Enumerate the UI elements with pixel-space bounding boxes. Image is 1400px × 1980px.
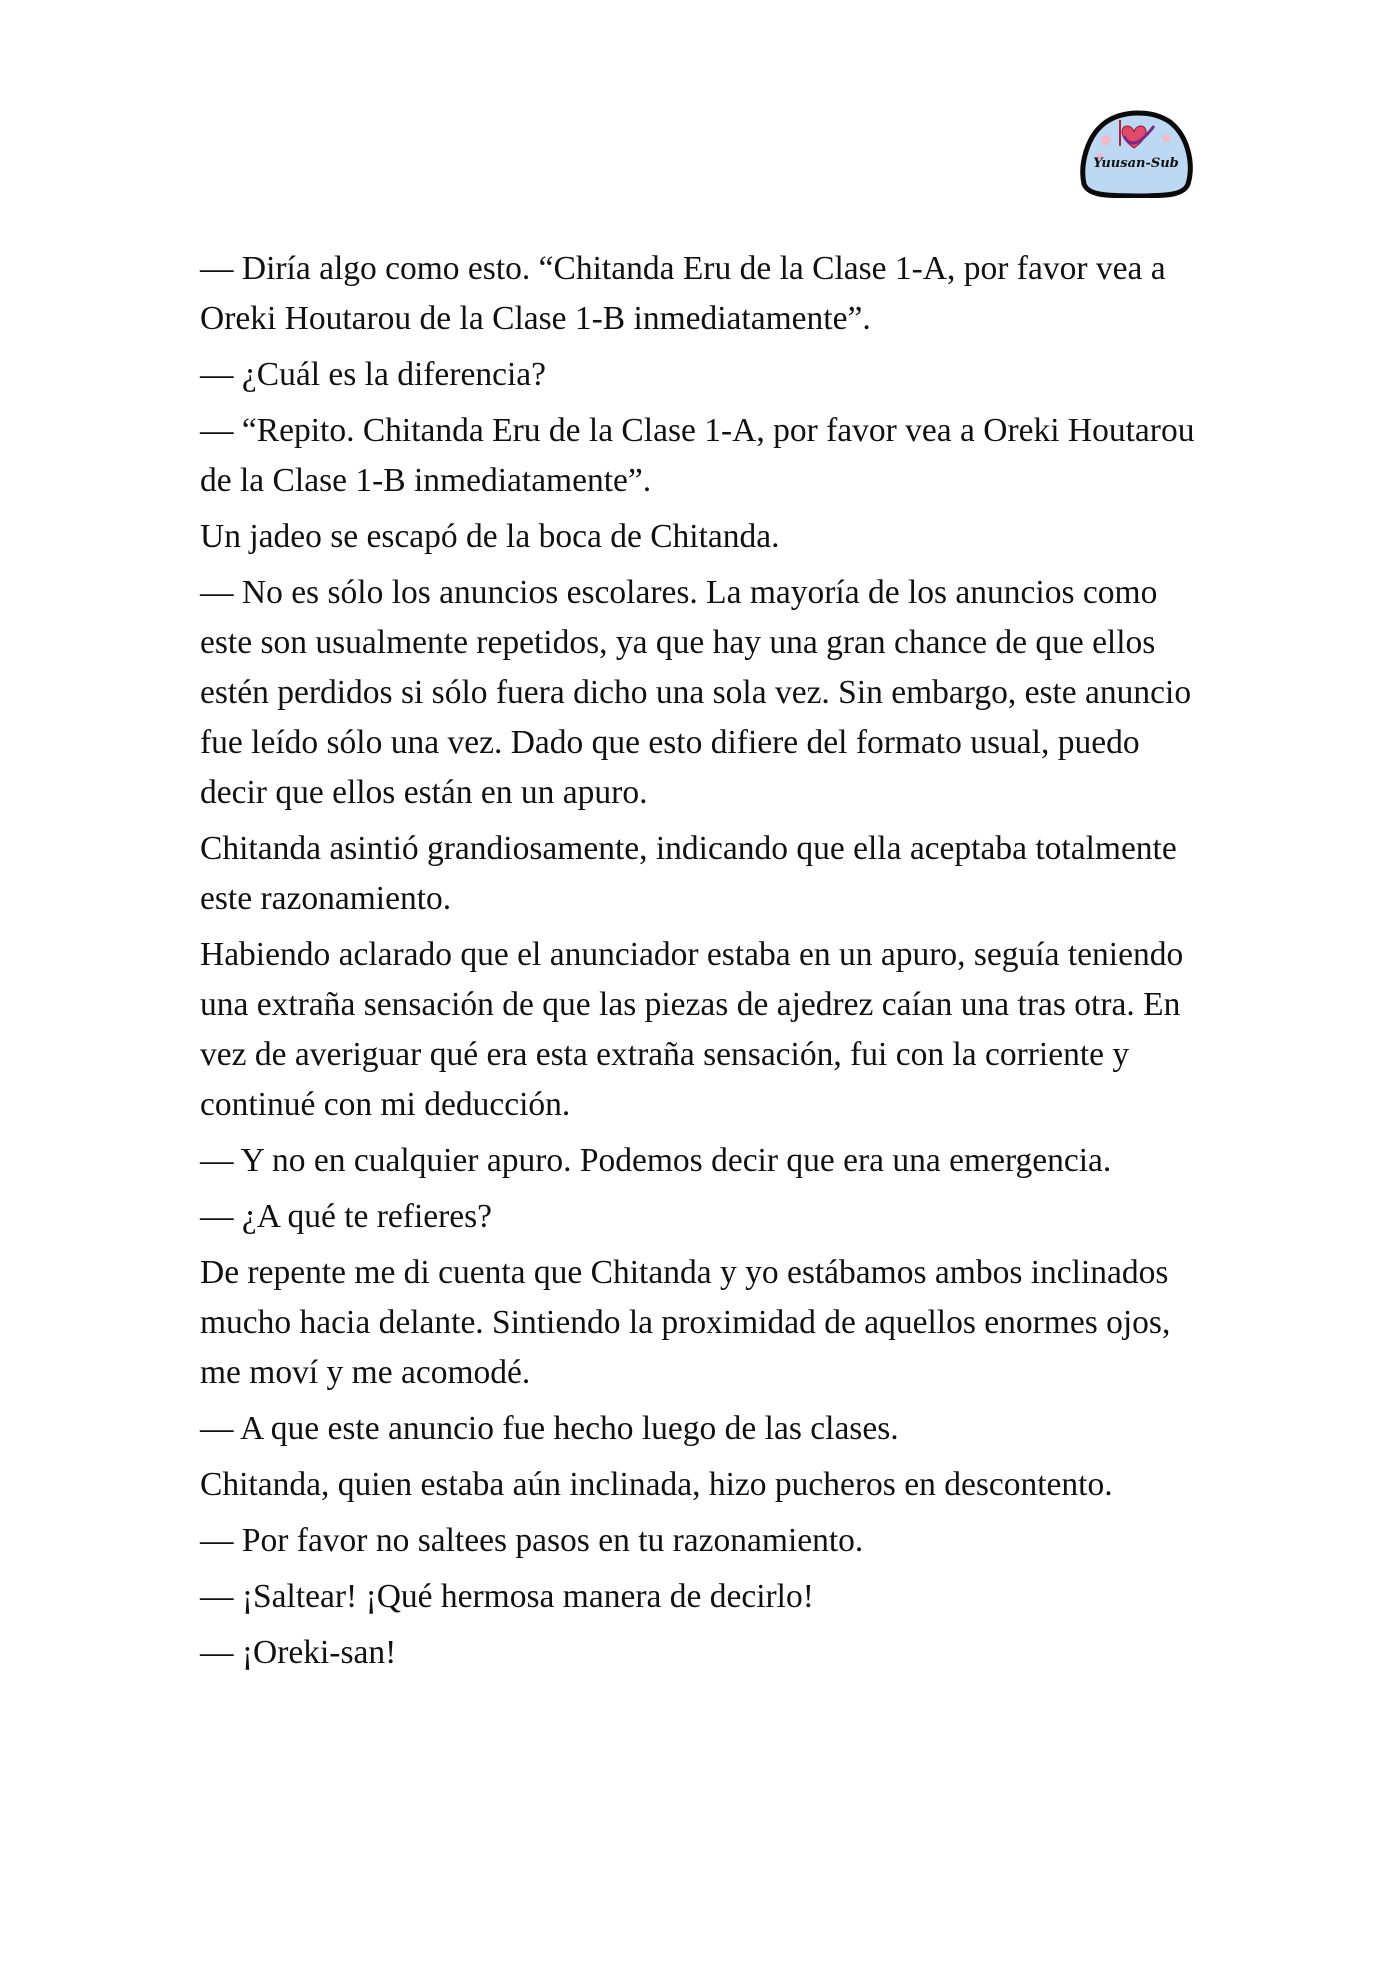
heart-logo-icon bbox=[1076, 106, 1196, 198]
paragraph-7: Habiendo aclarado que el anunciador estaba en un apuro, seguía teniendo una extraña sensación de que las piezas de ajedrez caían una tras otra. En vez de averiguar qué era esta extraña sensación, fui con la corriente y continué con mi deducción. bbox=[200, 936, 1184, 1123]
paragraph-8: — Y no en cualquier apuro. Podemos decir que era una emergencia. bbox=[200, 1142, 1112, 1179]
paragraph-11: — A que este anuncio fue hecho luego de las clases. bbox=[200, 1410, 899, 1447]
paragraph-5: — No es sólo los anuncios escolares. La mayoría de los anuncios como este son usualmente repetidos, ya que hay una gran chance de que ellos estén perdidos si sólo fuera dicho una sola vez. Sin embargo, este anuncio fue leído sólo una vez. Dado que esto difiere del formato usual, puedo decir que ellos están en un apuro. bbox=[200, 574, 1192, 811]
paragraph-2: — ¿Cuál es la diferencia? bbox=[200, 356, 546, 393]
group-logo bbox=[1076, 106, 1196, 198]
logo-text: Yuusan-Sub bbox=[1093, 156, 1179, 171]
paragraph-13: — Por favor no saltees pasos en tu razonamiento. bbox=[200, 1522, 864, 1559]
paragraph-6: Chitanda asintió grandiosamente, indicando que ella aceptaba totalmente este razonamiento. bbox=[200, 830, 1177, 917]
paragraph-10: De repente me di cuenta que Chitanda y yo estábamos ambos inclinados mucho hacia delante. Sintiendo la proximidad de aquellos enormes ojos, me moví y me acomodé. bbox=[200, 1254, 1171, 1391]
paragraph-15: — ¡Oreki-san! bbox=[200, 1634, 397, 1671]
paragraph-14: — ¡Saltear! ¡Qué hermosa manera de decirlo! bbox=[200, 1578, 814, 1615]
paragraph-9: — ¿A qué te refieres? bbox=[200, 1198, 493, 1235]
paragraph-4: Un jadeo se escapó de la boca de Chitanda. bbox=[200, 518, 780, 555]
body-text bbox=[200, 244, 1210, 1684]
paragraph-1: — Diría algo como esto. “Chitanda Eru de la Clase 1-A, por favor vea a Oreki Houtarou de la Clase 1-B inmediatamente”. bbox=[200, 250, 1166, 337]
paragraph-12: Chitanda, quien estaba aún inclinada, hizo pucheros en descontento. bbox=[200, 1466, 1113, 1503]
paragraph-3: — “Repito. Chitanda Eru de la Clase 1-A, por favor vea a Oreki Houtarou de la Clase 1-B inmediatamente”. bbox=[200, 412, 1195, 499]
